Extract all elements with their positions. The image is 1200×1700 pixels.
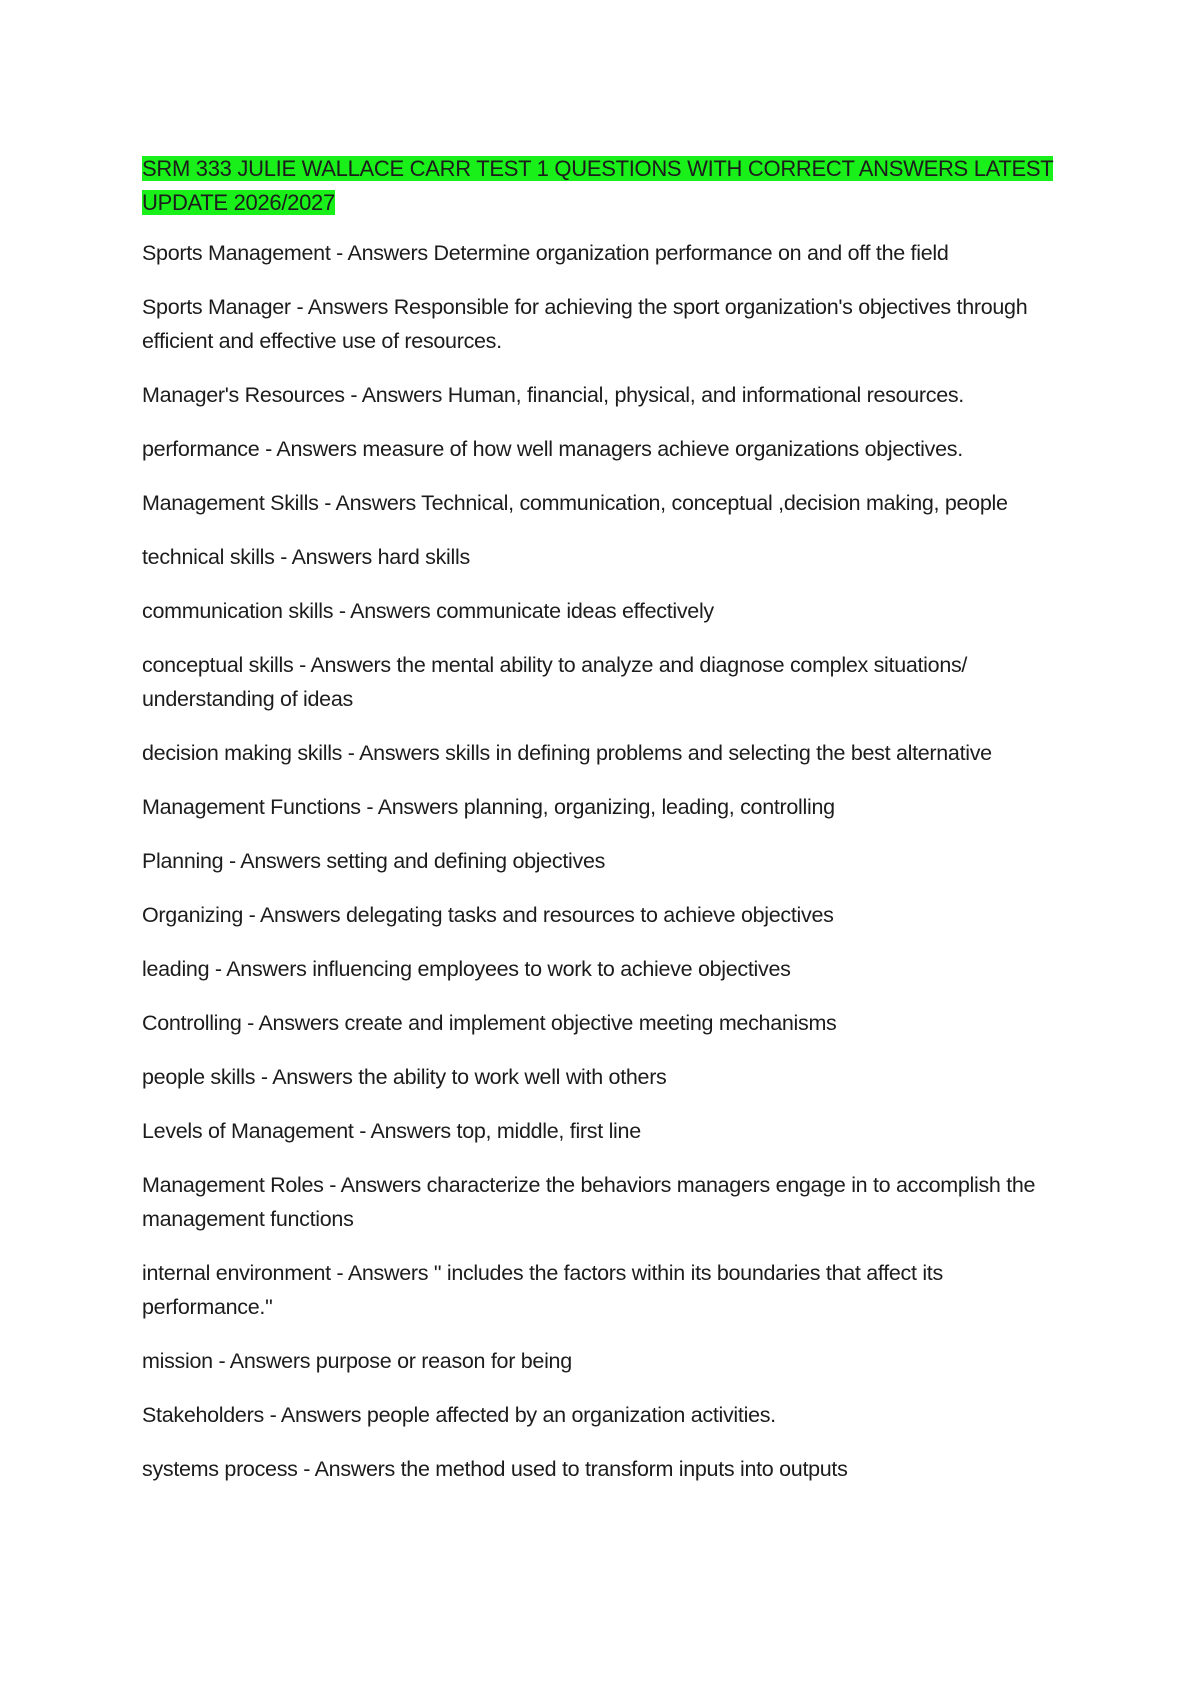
- entry-conceptual-skills: conceptual skills - Answers the mental ability to analyze and diagnose complex situations/ understanding of ideas: [142, 653, 968, 711]
- entry-performance: performance - Answers measure of how well managers achieve organizations objectives.: [142, 437, 963, 461]
- entry-mission: mission - Answers purpose or reason for being: [142, 1349, 572, 1373]
- entry-leading: leading - Answers influencing employees to work to achieve objectives: [142, 957, 791, 981]
- entry-technical-skills: technical skills - Answers hard skills: [142, 545, 470, 569]
- entry-systems-process: systems process - Answers the method used to transform inputs into outputs: [142, 1457, 848, 1481]
- entry-stakeholders: Stakeholders - Answers people affected by an organization activities.: [142, 1403, 776, 1427]
- entry-management-functions: Management Functions - Answers planning, organizing, leading, controlling: [142, 795, 835, 819]
- entry-communication-skills: communication skills - Answers communicate ideas effectively: [142, 599, 714, 623]
- entry-organizing: Organizing - Answers delegating tasks and resources to achieve objectives: [142, 903, 834, 927]
- entry-levels-of-management: Levels of Management - Answers top, middle, first line: [142, 1119, 641, 1143]
- entry-sports-management: Sports Management - Answers Determine organization performance on and off the field: [142, 241, 949, 265]
- entry-planning: Planning - Answers setting and defining objectives: [142, 849, 606, 873]
- entry-people-skills: people skills - Answers the ability to work well with others: [142, 1065, 667, 1089]
- entry-management-roles: Management Roles - Answers characterize the behaviors managers engage in to accomplish the management functions: [142, 1173, 1036, 1231]
- title-highlight: SRM 333 JULIE WALLACE CARR TEST 1 QUESTIONS WITH CORRECT ANSWERS LATEST UPDATE 2026/2027: [142, 156, 1054, 215]
- entry-management-skills: Management Skills - Answers Technical, communication, conceptual ,decision making, people: [142, 491, 1008, 515]
- entry-internal-environment: internal environment - Answers " includes the factors within its boundaries that affect its performance.": [142, 1261, 943, 1319]
- entry-managers-resources: Manager's Resources - Answers Human, financial, physical, and informational resources.: [142, 383, 964, 407]
- entry-sports-manager: Sports Manager - Answers Responsible for achieving the sport organization's objectives through efficient and effective use of resources.: [142, 295, 1028, 353]
- document-title: [142, 152, 1062, 220]
- entry-controlling: Controlling - Answers create and implement objective meeting mechanisms: [142, 1011, 837, 1035]
- document-page: [142, 152, 1062, 1506]
- entry-decision-making-skills: decision making skills - Answers skills in defining problems and selecting the best alternative: [142, 741, 992, 765]
